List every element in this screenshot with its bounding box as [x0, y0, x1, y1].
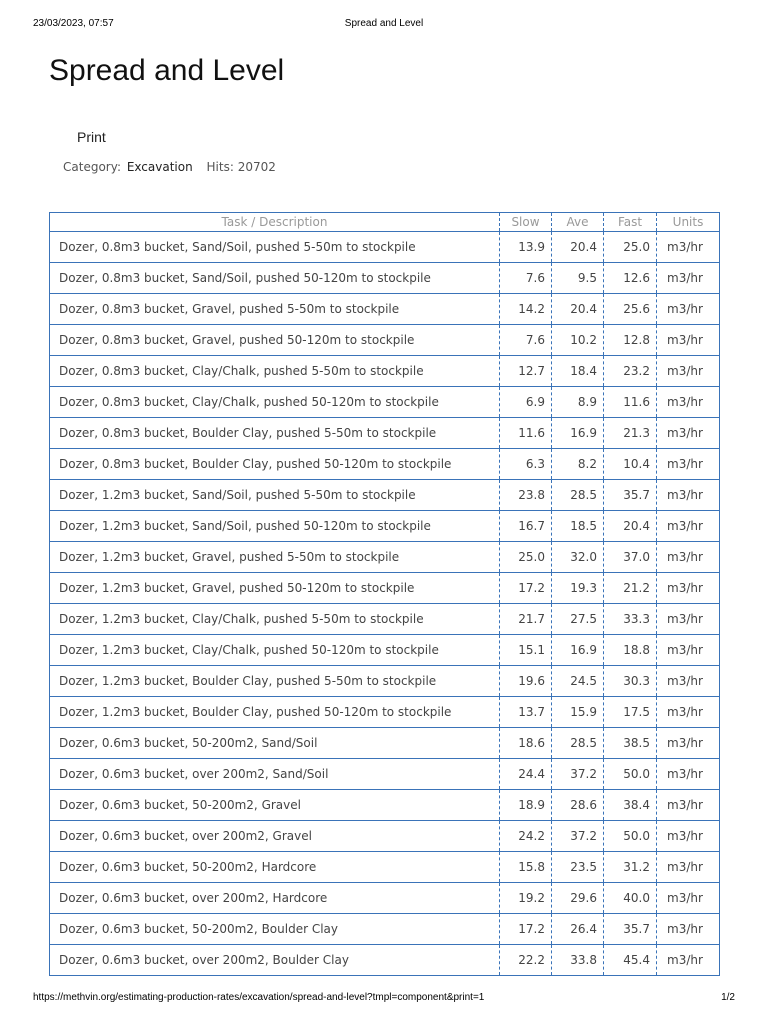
table-row [50, 573, 720, 604]
cell-units: m3/hr [657, 263, 720, 294]
cell-units: m3/hr [657, 480, 720, 511]
cell-slow: 18.6 [500, 728, 552, 759]
cell-ave: 33.8 [552, 945, 604, 976]
cell-task: Dozer, 1.2m3 bucket, Clay/Chalk, pushed 50-120m to stockpile [50, 635, 500, 666]
cell-task: Dozer, 0.8m3 bucket, Gravel, pushed 50-120m to stockpile [50, 325, 500, 356]
cell-task: Dozer, 1.2m3 bucket, Sand/Soil, pushed 5-50m to stockpile [50, 480, 500, 511]
cell-ave: 19.3 [552, 573, 604, 604]
cell-task: Dozer, 0.6m3 bucket, 50-200m2, Hardcore [50, 852, 500, 883]
cell-units: m3/hr [657, 542, 720, 573]
cell-fast: 20.4 [604, 511, 657, 542]
cell-fast: 12.6 [604, 263, 657, 294]
cell-slow: 6.9 [500, 387, 552, 418]
cell-ave: 18.4 [552, 356, 604, 387]
cell-slow: 25.0 [500, 542, 552, 573]
cell-ave: 20.4 [552, 294, 604, 325]
table-row [50, 666, 720, 697]
table-row [50, 790, 720, 821]
cell-ave: 8.9 [552, 387, 604, 418]
category-value: Excavation [126, 160, 193, 174]
table-body [50, 232, 720, 976]
cell-units: m3/hr [657, 356, 720, 387]
cell-ave: 28.5 [552, 480, 604, 511]
table-row [50, 821, 720, 852]
cell-task: Dozer, 0.8m3 bucket, Gravel, pushed 5-50m to stockpile [50, 294, 500, 325]
table-row [50, 635, 720, 666]
cell-task: Dozer, 1.2m3 bucket, Gravel, pushed 50-120m to stockpile [50, 573, 500, 604]
cell-task: Dozer, 0.6m3 bucket, over 200m2, Hardcore [50, 883, 500, 914]
cell-task: Dozer, 0.8m3 bucket, Sand/Soil, pushed 5-50m to stockpile [50, 232, 500, 263]
cell-task: Dozer, 0.6m3 bucket, over 200m2, Gravel [50, 821, 500, 852]
table-row [50, 759, 720, 790]
table-row [50, 697, 720, 728]
cell-units: m3/hr [657, 666, 720, 697]
cell-slow: 16.7 [500, 511, 552, 542]
cell-units: m3/hr [657, 294, 720, 325]
cell-slow: 24.2 [500, 821, 552, 852]
cell-slow: 18.9 [500, 790, 552, 821]
cell-ave: 29.6 [552, 883, 604, 914]
print-button[interactable]: Print [77, 129, 106, 145]
cell-units: m3/hr [657, 232, 720, 263]
cell-task: Dozer, 1.2m3 bucket, Boulder Clay, pushed 50-120m to stockpile [50, 697, 500, 728]
cell-ave: 8.2 [552, 449, 604, 480]
cell-units: m3/hr [657, 325, 720, 356]
cell-fast: 10.4 [604, 449, 657, 480]
cell-ave: 18.5 [552, 511, 604, 542]
cell-units: m3/hr [657, 635, 720, 666]
cell-fast: 25.0 [604, 232, 657, 263]
table-row [50, 604, 720, 635]
cell-ave: 26.4 [552, 914, 604, 945]
table-row [50, 945, 720, 976]
table-row [50, 852, 720, 883]
cell-slow: 14.2 [500, 294, 552, 325]
cell-slow: 24.4 [500, 759, 552, 790]
cell-fast: 18.8 [604, 635, 657, 666]
cell-ave: 32.0 [552, 542, 604, 573]
cell-ave: 23.5 [552, 852, 604, 883]
cell-fast: 45.4 [604, 945, 657, 976]
cell-ave: 24.5 [552, 666, 604, 697]
table-row [50, 449, 720, 480]
cell-fast: 25.6 [604, 294, 657, 325]
cell-fast: 11.6 [604, 387, 657, 418]
cell-task: Dozer, 0.6m3 bucket, 50-200m2, Sand/Soil [50, 728, 500, 759]
cell-units: m3/hr [657, 511, 720, 542]
cell-fast: 50.0 [604, 821, 657, 852]
cell-ave: 10.2 [552, 325, 604, 356]
cell-slow: 17.2 [500, 914, 552, 945]
page-title: Spread and Level [49, 54, 285, 87]
cell-slow: 6.3 [500, 449, 552, 480]
cell-fast: 35.7 [604, 914, 657, 945]
cell-units: m3/hr [657, 697, 720, 728]
header-ave: Ave [552, 213, 604, 232]
table-row [50, 263, 720, 294]
cell-slow: 22.2 [500, 945, 552, 976]
cell-ave: 16.9 [552, 635, 604, 666]
cell-task: Dozer, 0.6m3 bucket, over 200m2, Sand/Soil [50, 759, 500, 790]
cell-slow: 13.9 [500, 232, 552, 263]
cell-task: Dozer, 0.8m3 bucket, Boulder Clay, pushed 50-120m to stockpile [50, 449, 500, 480]
print-header-title: Spread and Level [344, 18, 424, 29]
table-row [50, 387, 720, 418]
header-fast: Fast [604, 213, 657, 232]
cell-units: m3/hr [657, 449, 720, 480]
cell-task: Dozer, 0.8m3 bucket, Clay/Chalk, pushed 50-120m to stockpile [50, 387, 500, 418]
cell-task: Dozer, 1.2m3 bucket, Boulder Clay, pushed 5-50m to stockpile [50, 666, 500, 697]
cell-fast: 31.2 [604, 852, 657, 883]
cell-slow: 15.1 [500, 635, 552, 666]
cell-fast: 21.2 [604, 573, 657, 604]
cell-task: Dozer, 0.6m3 bucket, 50-200m2, Gravel [50, 790, 500, 821]
cell-task: Dozer, 1.2m3 bucket, Gravel, pushed 5-50m to stockpile [50, 542, 500, 573]
article-meta [63, 160, 276, 174]
print-datetime: 23/03/2023, 07:57 [33, 18, 114, 29]
cell-fast: 38.4 [604, 790, 657, 821]
print-header [33, 18, 735, 32]
cell-units: m3/hr [657, 914, 720, 945]
print-footer [33, 992, 735, 1006]
cell-ave: 20.4 [552, 232, 604, 263]
table-header-row [50, 213, 720, 232]
cell-units: m3/hr [657, 790, 720, 821]
table-row [50, 294, 720, 325]
cell-fast: 35.7 [604, 480, 657, 511]
cell-units: m3/hr [657, 573, 720, 604]
cell-fast: 12.8 [604, 325, 657, 356]
cell-task: Dozer, 0.6m3 bucket, over 200m2, Boulder Clay [50, 945, 500, 976]
print-url: https://methvin.org/estimating-production-rates/excavation/spread-and-level?tmpl=component&print=1 [33, 992, 485, 1003]
cell-units: m3/hr [657, 728, 720, 759]
category-label: Category: [63, 160, 121, 174]
cell-slow: 21.7 [500, 604, 552, 635]
cell-slow: 15.8 [500, 852, 552, 883]
cell-units: m3/hr [657, 821, 720, 852]
cell-slow: 13.7 [500, 697, 552, 728]
table-row [50, 232, 720, 263]
cell-fast: 33.3 [604, 604, 657, 635]
cell-task: Dozer, 0.8m3 bucket, Sand/Soil, pushed 50-120m to stockpile [50, 263, 500, 294]
header-slow: Slow [500, 213, 552, 232]
cell-fast: 38.5 [604, 728, 657, 759]
cell-slow: 7.6 [500, 325, 552, 356]
cell-units: m3/hr [657, 852, 720, 883]
cell-units: m3/hr [657, 418, 720, 449]
page-number: 1/2 [721, 992, 735, 1003]
cell-fast: 37.0 [604, 542, 657, 573]
cell-fast: 40.0 [604, 883, 657, 914]
cell-ave: 28.6 [552, 790, 604, 821]
cell-slow: 17.2 [500, 573, 552, 604]
cell-ave: 28.5 [552, 728, 604, 759]
cell-fast: 17.5 [604, 697, 657, 728]
cell-slow: 11.6 [500, 418, 552, 449]
table-row [50, 728, 720, 759]
cell-ave: 15.9 [552, 697, 604, 728]
cell-ave: 37.2 [552, 759, 604, 790]
cell-slow: 19.6 [500, 666, 552, 697]
table-row [50, 914, 720, 945]
table-row [50, 356, 720, 387]
cell-task: Dozer, 0.8m3 bucket, Boulder Clay, pushed 5-50m to stockpile [50, 418, 500, 449]
cell-task: Dozer, 0.6m3 bucket, 50-200m2, Boulder Clay [50, 914, 500, 945]
cell-fast: 30.3 [604, 666, 657, 697]
cell-task: Dozer, 1.2m3 bucket, Clay/Chalk, pushed 5-50m to stockpile [50, 604, 500, 635]
cell-fast: 23.2 [604, 356, 657, 387]
hits-label: Hits: [206, 160, 234, 174]
cell-units: m3/hr [657, 759, 720, 790]
cell-slow: 23.8 [500, 480, 552, 511]
cell-slow: 19.2 [500, 883, 552, 914]
cell-units: m3/hr [657, 387, 720, 418]
cell-units: m3/hr [657, 883, 720, 914]
cell-ave: 9.5 [552, 263, 604, 294]
cell-task: Dozer, 0.8m3 bucket, Clay/Chalk, pushed 5-50m to stockpile [50, 356, 500, 387]
header-task: Task / Description [50, 213, 500, 232]
cell-fast: 50.0 [604, 759, 657, 790]
cell-ave: 16.9 [552, 418, 604, 449]
table-row [50, 480, 720, 511]
table-row [50, 325, 720, 356]
production-rates-table [49, 212, 720, 976]
hits-value: 20702 [237, 160, 276, 174]
cell-ave: 27.5 [552, 604, 604, 635]
cell-units: m3/hr [657, 604, 720, 635]
header-units: Units [657, 213, 720, 232]
cell-fast: 21.3 [604, 418, 657, 449]
cell-units: m3/hr [657, 945, 720, 976]
table-row [50, 418, 720, 449]
table-row [50, 511, 720, 542]
table-row [50, 883, 720, 914]
cell-ave: 37.2 [552, 821, 604, 852]
cell-slow: 12.7 [500, 356, 552, 387]
table-row [50, 542, 720, 573]
cell-task: Dozer, 1.2m3 bucket, Sand/Soil, pushed 50-120m to stockpile [50, 511, 500, 542]
cell-slow: 7.6 [500, 263, 552, 294]
